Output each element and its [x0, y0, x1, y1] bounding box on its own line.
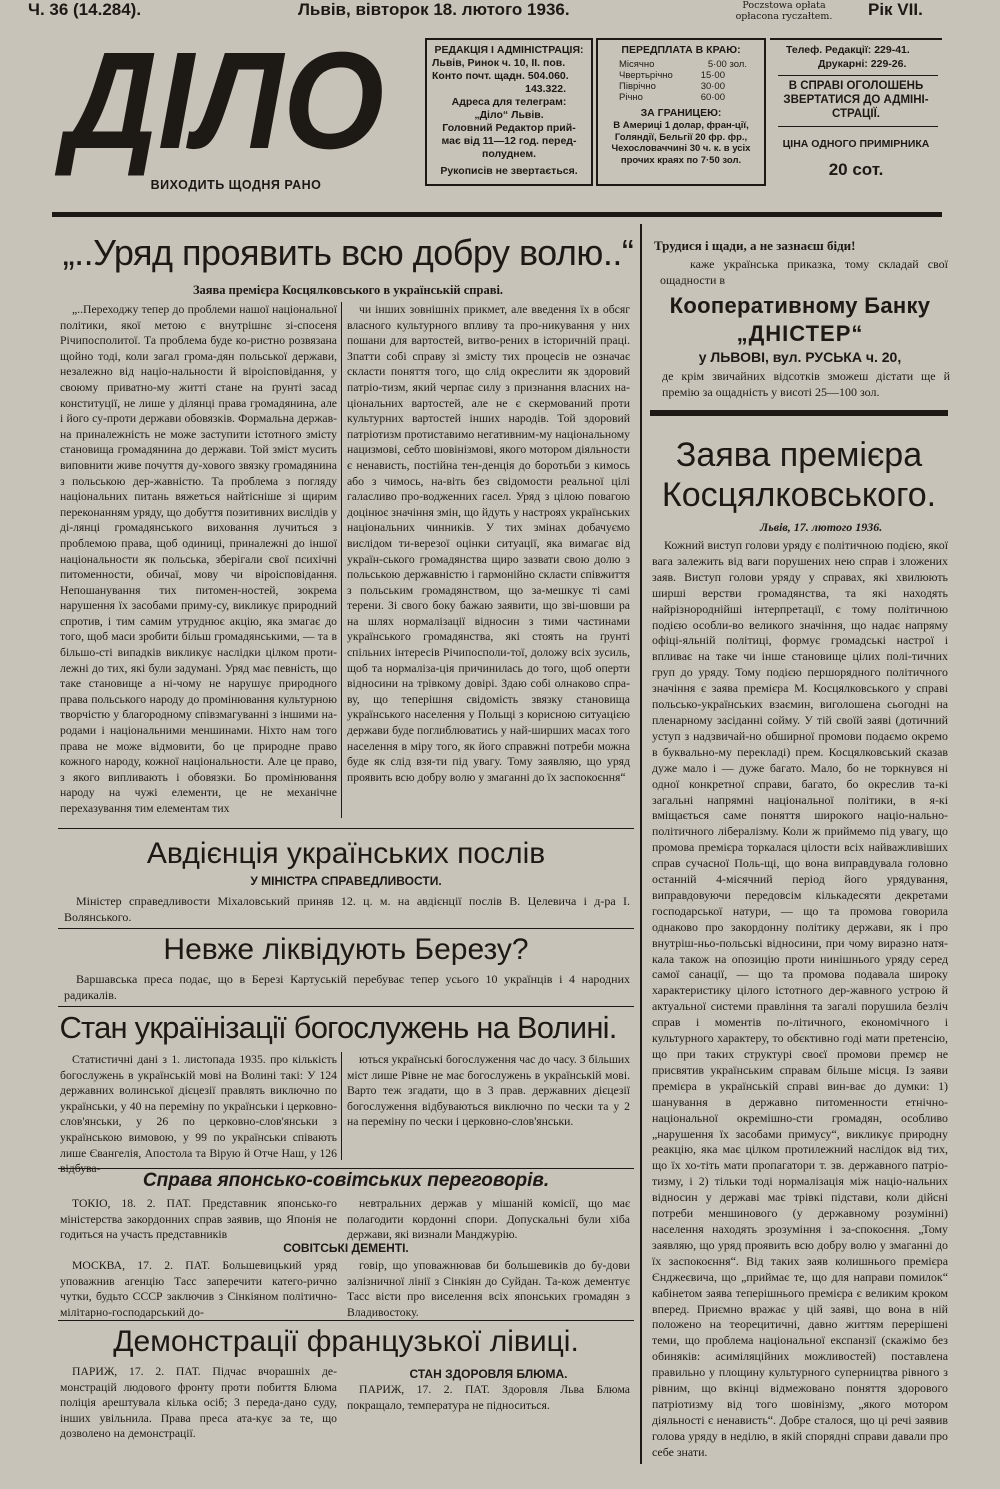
premier-headline-1: Заява премієра [675, 436, 923, 474]
volyn-headline: Стан українізації богослужень на Волині. [59, 1010, 617, 1045]
info-box-rule [778, 126, 938, 127]
tagline: ВИХОДИТЬ ЩОДНЯ РАНО [150, 178, 322, 192]
france-col-2: ПАРИЖ, 17. 2. ПАТ. Здоровля Льва Блюма покращало, температура не підноситься. [347, 1383, 630, 1412]
ad-bank-name: „ДНІСТЕР“ [736, 321, 864, 346]
japan-headline: Справа японсько-совітських переговорів. [142, 1170, 550, 1191]
editorial-line-8: полуднем. [482, 148, 536, 160]
postage-line-1: Poczstowa opłata [742, 0, 826, 11]
editorial-line-5: „Діло“ Львів. [474, 109, 544, 121]
editorial-line-4: Адреса для телеграм: [451, 96, 567, 108]
lead-col-1: „..Переходжу тепер до проблеми нашої національної політики, якої метою є внутрішнє зі-спосеня Річипосполитої. Та проблема буде ко-ристно розвязана щойно тоді, коли загал грома-дян польської держави, незалежно від націо-нальности й віроісповідання, у своюму приватно-му житті стане на ґрунті засад конституції, не лише у ділянці права громадянина, але і його су-проти держави обовязків. Формальна держав-на приналежність не може заступити істотного змісту становища громадянина до держави. Той зміст мусить виповнити живе почуття ду-хового звязку громадянина з польською дер-жавністю. Та проблема з погляду національних питань вяжеться найтісніше зі щирим переконанням уряду, що добуття позитивних вислідів у ді-лянці громадянського виховання лучиться з проблемою права, щоб одиниці, приналежні до іншої національности як польська, зберігали свої психічні питоменности, обичаї, мову чи віроісповідання. Непошанування тих питомен-ностей, зокрема нарушення їх засобами приму-су, викликує природний спротив, і тим самим утруднює акцію, яка змагає до того, щоб маси зробити більш громадянськими, — та в більшо-сті випадків викликує наслідки цілком проти-лежні до тих, які були задумані. Уряд має певність, що таке становище а ні-чому не нарушує природного права польського народу до промінювання культурною творчістю у благородному співзмагуванні з іншими на-родами і національними меншинами. Ніхто нам того права не може відмовити, бо це природне право кожного народу, кожної національности. Але це право, з якого випливають і обовязки. Бо промінювання народу на чужі елементи, це не механічне перехазування тим елементам тих [60, 303, 337, 815]
subscription-rows [603, 57, 759, 105]
year: Рік VII. [868, 0, 923, 19]
column-rule [341, 302, 342, 818]
info-box-top-rule [770, 38, 942, 40]
editorial-box [425, 38, 593, 186]
editorial-line-0: РЕДАКЦІЯ І АДМІНІСТРАЦІЯ: [434, 44, 584, 56]
subscription-title: ПЕРЕДПЛАТА В КРАЮ: [621, 44, 741, 56]
japan-subhead: СОВІТСЬКІ ДЕМЕНТІ. [283, 1241, 409, 1255]
info-box [770, 38, 942, 186]
bereza-text: Варшавська преса подає, що в Березі Картуській перебуває тепер усього 10 українців і 4 народних радикалів. [64, 972, 630, 1002]
price-label: ЦІНА ОДНОГО ПРИМІРНИКА [782, 138, 930, 150]
phone-editorial: Телеф. Редакції: 229-41. [786, 44, 910, 56]
phone-printing: Друкарні: 229-26. [818, 58, 907, 70]
lead-col-2: чи інших зовнішніх прикмет, але введення їх в обсяг власного культурного впливу та про-никування у них пошани для вартостей, витво-рених в історичній праці. Зпатти собі справу зі змісту тих процесів не означає скласти поняття того, що слід окреслити як здоровий патріо-тизм, який черпає силу з признання власних на-ціональних вартостей, але не є скермований проти культурних вартостей інших народів. Той здоровий патріотизм протиставимо негативним-му національному нацизмові, себто шовінізмові, якого мотором діяльности є ненависть, постійна тен-денція до боротьби з кимось або з чимось, на-віть без свідомости реальної цілі галасливо про-водженних гасел. Уряд з цілою повагою доцінює значіння змін, що йдуть у настроях українських національних чинників. У тих змінах добачуємо вислідом ти-верезої оцінки ситуації, яка вимагає від україн-ського громадянства щиро зазвати свою долю з польською державністю і гармонійно скласти співжиття з польським громадянством, що за-мешкує ті самі терени. Зі свого боку бажаю заявити, що зві-шовши ра на шлях нормалізації відносин з тими частинами українського громадянства, які стоять на ґрунті спільних інтересів Річипосполи-тої, доложу всіх зусиль, щоб та нормаліза-ція причинилась до того, щоб оперти відносини на трівкому довірі. Здаю собі олнаково спра-ву, що теперішня свідомість звязку становища українського населення у Польщі з корисною ситуацією держави буде поглиблюватись у най-ширших масах того населення в міру того, як його справжні потреби можна буде як слід взя-ти під увагу. Тому заявляю, що уряд проявить всю добру волю у змаганні до їх заспокоєння“ [347, 303, 630, 784]
ads-note-1: В СПРАВІ ОГОЛОШЕНЬ [788, 80, 924, 92]
premier-text: Кожний виступ голови уряду є політичною подією, якої вага залежить від ваги порушених нею справ і зложених заяв. Виступ голови уряду у справах, які хвилюють ширші верстви громадянства, та які находять найрізнороднійші інтерпретації, є тому політичною подією особли-во великого значіння, що надає напряму офіці-яльній політиці, формує громадські настрої і впливає на таке чи інше становище цілих полі-тичних груп до уряду. Тому подією першорядного політичного значіння є заява премієра М. Косцялковського у справі польсько-українських взаємин, виголошена сьогодні на пленарному засіданні сойму. У тій своїй заяві (дотичний уступ з надзвичай-но обширної промови подаємо окремо в буквально-му перекладі) прем. Косцялковський сказав дуже мало і — дуже багато. Мало, бо не торкнувся ні одної конкретної справи, багато, бо окреслив та-кі загальні напрямні національної політики, в я-кі вміщається саме поняття широкого націо-нально-політичного лібералізму. Коли ж приймемо під увагу, що промова премієра торкалася цілости всіх найважливіших справ сучасної Поль-щі, що вона виправдувала головно останній 4-місячний період його урядування, виправдовуючи передовсім кількадесяти декретами господарської натури, — що та промова говорила однаково про закордонну політику держави, як і про внутріш-ньо-польські відносини, при чому виразно натя-кала також на опозицію проти нинішнього уряду серед самої санації, — що та промова подавала широку характеристику цілого істотного дер-жавного устрою й актуальної системи правління та загалі порушила безліч справ і моментів по-літичного, економічного і культурного характеру, то обєктивно годі мати претенсію, що при таких структурі своєї промови премєр не присвятив українським справам більше місця. Із заяви премієра в українській справі вин-ває до думки: 1) шанування в державно питоменности етнічно-національної окремішно-сти громадян, особливо „нарушення їх засобами примусу“, викликує природну реакцію, яка має цілком протилежний наслідок від тих, що їх хо-тіть мати пропагатори т. зв. державного патріо-тизму, і 2) тільки тоді нормалізація між націо-нальних відносин у державі має трівкі підстави, коли дійсні потреби меншинового (у державному розумінні) населення находять зрозуміння і за-спокоєння. „Тому заявляю, що уряд проявить всю добру волю у змаганні до їх заспокоєння“. Від таких заяв колишнього премієра Єнджеєвича, що „приймає те, що для направи помилок“ кабінетом заява теперішнього премієра є великим кроком вперед. Приємно вражає у цій заяві, що вона в ній положено на теорецитичні, давно життям перерішені теми, що проблема національної експанзії (скажімо без обиняків: асиміляційних можливостей) поставлена правильно у площину культурного суперництва рівного з рівним, що вкінці відмежовано поняття здорового патріотизму від того шовінізму, „якого мотором діяльності є ненависть“. Добре сталося, що ці речі заявив голова уряду в неділю, в якій спорядні справи давали про себе знати. [652, 538, 948, 1459]
logo [54, 24, 390, 178]
subscription-period: Чвертьрічно [619, 70, 673, 81]
subscription-abroad-text: В Америці 1 долар, фран-ції, Голяндії, Бельгії 20 фр. фр., Чехословаччині 30 ч. к. в усіх прочих краях по 7·50 зол. [611, 120, 751, 166]
ads-note-2: ЗВЕРТАТИСЯ ДО АДМІНІ- [783, 94, 929, 106]
ad-text-2: де крім звичайних відсотків зможеш дістати ще й премію за ощадність у висоті 25—100 зол. [662, 369, 950, 399]
bereza-headline: Невже ліквідують Березу? [163, 933, 529, 966]
japan-col-2: невтральних держав у мішаній комісії, що має полагодити кордонні спори. Допускальні були хіба держави, які визнали Манджурію. [347, 1197, 630, 1242]
lead-headline: „..Уряд проявить всю добру волю..“ [62, 232, 634, 273]
section-rule [58, 928, 634, 929]
subscription-period: Місячно [619, 59, 655, 70]
lead-subhead: Заява премієра Косцялковського в українській справі. [192, 283, 504, 297]
subscription-row [619, 59, 747, 70]
editorial-line-9: Рукописів не звертається. [440, 165, 578, 177]
postage-note [724, 0, 844, 22]
editorial-line-2: Конто почт. щадн. 504.060. [432, 70, 569, 82]
premier-headline-2: Косцялковського. [661, 476, 937, 514]
ad-rule [650, 410, 948, 416]
subscription-row [619, 92, 747, 103]
ads-note-3: СТРАЦІЇ. [832, 108, 880, 120]
subscription-abroad-title: ЗА ГРАНИЦЕЮ: [640, 107, 722, 119]
subscription-period: Піврічно [619, 81, 656, 92]
issue-number: Ч. 36 (14.284). [28, 0, 142, 19]
audience-headline: Авдієнція українських послів [146, 837, 546, 870]
japan-col-3: МОСКВА, 17. 2. ПАТ. Большевицький уряд уповажнив агенцію Тасс заперечити катего-рично чутки, будьто СССР заключив з Сінкіяном політично-мілітарно-господарський до- [60, 1259, 337, 1319]
subscription-period: Річно [619, 92, 643, 103]
audience-subhead: У МІНІСТРА СПРАВЕДЛИВОСТИ. [250, 874, 442, 888]
subscription-price: 60·00 [700, 92, 725, 103]
section-rule [58, 1006, 634, 1007]
japan-col-1: ТОКІО, 18. 2. ПАТ. Представник японсько-го міністерства закордонних справ заявив, що Японія не годиться на участь представників [60, 1197, 337, 1242]
premier-dateline: Львів, 17. лютого 1936. [760, 520, 883, 534]
subscription-row [619, 81, 747, 92]
editorial-line-3: 143.322. [525, 83, 566, 95]
ad-bank: Кооперативному Банку [669, 293, 931, 318]
section-rule [58, 828, 634, 829]
france-subhead: СТАН ЗДОРОВЛЯ БЛЮМА. [409, 1367, 568, 1381]
price-value: 20 сот. [828, 160, 884, 179]
ad-text-1: каже українська приказка, тому складай свої ощадности в [660, 257, 948, 287]
editorial-line-7: має від 11—12 год. перед- [441, 135, 577, 147]
audience-text: Міністер справедливости Міхаловський приняв 12. ц. м. на авдієнції послів В. Целевича і д-ра І. Волянського. [64, 894, 630, 924]
editorial-line-6: Головний Редактор прий- [442, 122, 576, 134]
column-rule [341, 1052, 342, 1160]
ad-address: у ЛЬВОВІ, вул. РУСЬКА ч. 20, [698, 349, 902, 365]
postage-line-2: opłacona ryczałtem. [735, 11, 833, 22]
section-rule [58, 1320, 634, 1321]
france-headline: Демонстрації французької лівиці. [113, 1325, 579, 1358]
editorial-line-1: Львів, Ринок ч. 10, II. пов. [432, 57, 566, 69]
subscription-price: 5·00 зол. [707, 59, 747, 70]
volyn-col-2: ються українські богослуження час до часу. З більших міст лише Рівне не має богослужень в українській мові. Варто теж згадати, що в 3 прав. державних дієцезії богослуження відбуваються виключно по чески та у 2 на переміну по чески і церковно-слов'янськи. [347, 1053, 630, 1129]
subscription-price: 30·00 [700, 81, 725, 92]
masthead-rule [52, 212, 942, 217]
france-col-1: ПАРИЖ, 17. 2. ПАТ. Підчас вчорашніх де-монстрацій людового фронту проти побиття Блюма поліція арештувала кілька осіб; 3 переда-дано суду, інших увільнила. Права преса ата-кує за те, що дозволено на демонстрації. [60, 1365, 337, 1441]
subscription-price: 15·00 [700, 70, 725, 81]
subscription-row [619, 70, 747, 81]
subscription-box [596, 38, 766, 186]
ad-slogan: Трудися і щади, а не зазнаєш біди! [654, 238, 856, 253]
logo-text: ДІЛО [54, 24, 384, 178]
info-box-rule [778, 75, 938, 76]
main-vertical-rule [640, 224, 642, 1464]
japan-col-4: говір, що уповажнював би большевиків до бу-дови залізничної лінії з Сінкіян до Суйдан. Та-кож дементує Тасс вісти про виселення всіх японських громадян з Владивостоку. [347, 1259, 630, 1319]
date-line: Львів, вівторок 18. лютого 1936. [298, 0, 570, 19]
volyn-col-1: Статистичні дані з 1. листопада 1935. про кількість богослужень в українській мові на Волині такі: У 124 державних волинської дієцезії правлять виключно по українськи, у 40 на переміну по українськи і церковно-слов'янськи, у 26 по церковно-слов'янськи з українською вимовою, у 99 по українськи співають лише Євангелія, Апостола та Вірую й Отче Наш, у 126 [60, 1053, 337, 1160]
